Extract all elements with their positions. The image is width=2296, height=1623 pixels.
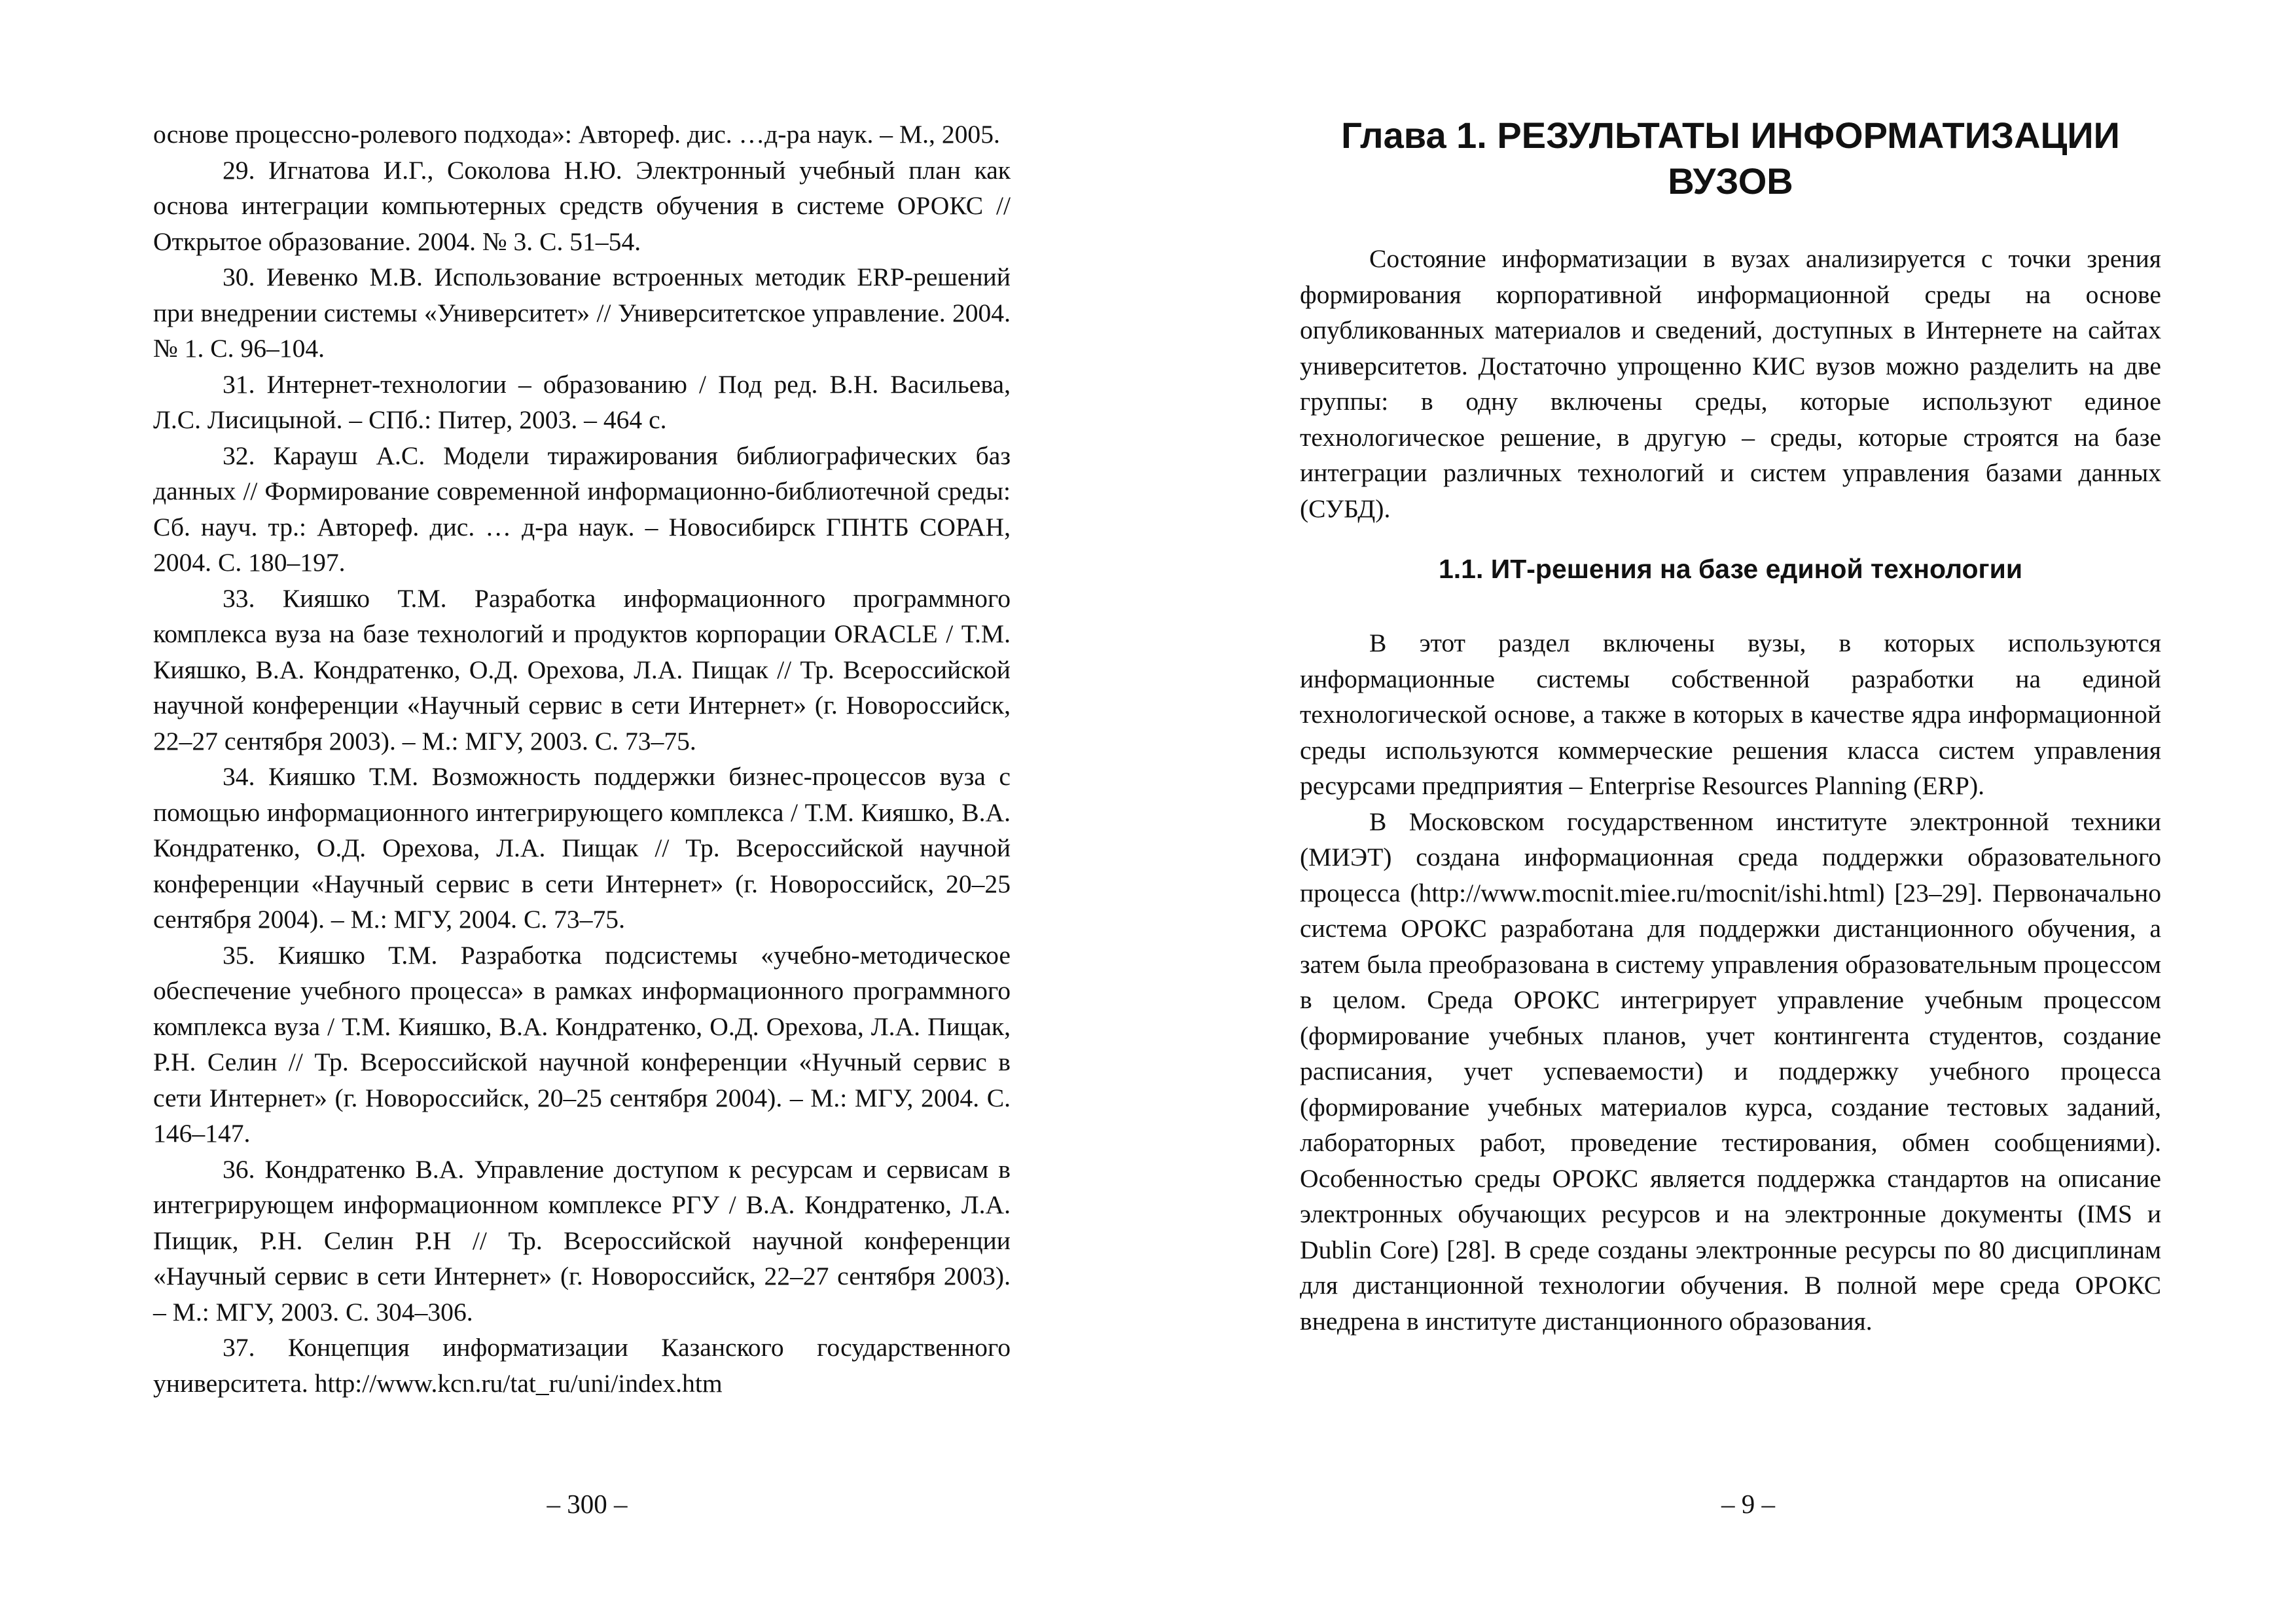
reference-29: 29. Игнатова И.Г., Соколова Н.Ю. Электронный учебный план как основа интеграции компьютерных средств обучения в системе ОРОКС // Открытое образование. 2004. № 3. С. 51–54.	[153, 155, 1011, 256]
section-body	[1300, 625, 2161, 1339]
section-title: 1.1. ИТ-решения на базе единой технологии	[1438, 554, 2023, 584]
chapter-title-line1: Глава 1. РЕЗУЛЬТАТЫ ИНФОРМАТИЗАЦИИ	[1341, 115, 2120, 156]
reference-37: 37. Концепция информатизации Казанского государственного университета. http://www.kcn.ru/tat_ru/uni/index.htm	[153, 1333, 1011, 1398]
reference-33: 33. Кияшко Т.М. Разработка информационного программного комплекса вуза на базе технологий и продуктов корпорации ORACLE / Т.М. Кияшко, В.А. Кондратенко, О.Д. Орехова, Л.А. Пищак // Тр. Всероссийской научной конференции «Научный сервис в сети Интернет» (г. Новороссийск, 22–27 сентября 2003). – М.: МГУ, 2003. С. 73–75.	[153, 583, 1011, 756]
reference-31: 31. Интернет-технологии – образованию / Под ред. В.Н. Васильева, Л.С. Лисицыной. – СПб.: Питер, 2003. – 464 с.	[153, 369, 1011, 434]
reference-35: 35. Кияшко Т.М. Разработка подсистемы «учебно-методическое обеспечение учебного процесса» в рамках информационного программного комплекса вуза / Т.М. Кияшко, В.А. Кондратенко, О.Д. Орехова, Л.А. Пищак, Р.Н. Селин // Тр. Всероссийской научной конференции «Нучный сервис в сети Интернет» (г. Новороссийск, 20–25 сентября 2004). – М.: МГУ, 2004. С. 146–147.	[153, 940, 1011, 1148]
reference-list	[153, 117, 1011, 1401]
reference-32: 32. Карауш А.С. Модели тиражирования библиографических баз данных // Формирование современной информационно-библиотечной среды: Сб. науч. тр.: Автореф. дис. … д-ра наук. – Новосибирск ГПНТБ СОРАН, 2004. С. 180–197.	[153, 441, 1011, 577]
intro-paragraph: Состояние информатизации в вузах анализируется с точки зрения формирования корпоративной информационной среды на основе опубликованных материалов и сведений, доступных в Интернете на сайтах университетов. Достаточно упрощенно КИС вузов можно разделить на две группы: в одну включены среды, которые используют единое технологическое решение, в другую – среды, которые строятся на базе интеграции различных технологий и систем управления базами данных (СУБД).	[1300, 244, 2161, 523]
page-number-right: – 9 –	[1721, 1489, 1775, 1519]
reference-34: 34. Кияшко Т.М. Возможность поддержки бизнес-процессов вуза с помощью информационного интегрирующего комплекса / Т.М. Кияшко, В.А. Кондратенко, О.Д. Орехова, Л.А. Пищак // Тр. Всероссийской научной конференции «Научный сервис в сети Интернет» (г. Новороссийск, 20–25 сентября 2004). – М.: МГУ, 2004. С. 73–75.	[153, 762, 1011, 934]
right-page	[1148, 0, 2296, 1623]
section-paragraph-2: В Московском государственном институте электронной техники (МИЭТ) создана информационная среда поддержки образовательного процесса (http://www.mocnit.miee.ru/mocnit/ishi.html) [23–29]. Первоначально система ОРОКС разработана для поддержки дистанционного обучения, а затем была преобразована в систему управления образовательным процессом в целом. Среда ОРОКС интегрирует управление учебным процессом (формирование учебных планов, учет контингента студентов, создание расписания, учет успеваемости) и поддержку учебного процесса (формирование учебных материалов курса, создание тестовых заданий, лабораторных работ, проведение тестирования, обмен сообщениями). Особенностью среды ОРОКС является поддержка стандартов на описание электронных обучающих ресурсов и на электронные документы (IMS и Dublin Core) [28]. В среде созданы электронные ресурсы по 80 дисциплинам для дистанционной технологии обучения. В полной мере среда ОРОКС внедрена в институте дистанционного образования.	[1300, 807, 2161, 1336]
page-number-left: – 300 –	[547, 1489, 628, 1519]
reference-30: 30. Иевенко М.В. Использование встроенных методик ERP-решений при внедрении системы «Университет» // Университетское управление. 2004. № 1. С. 96–104.	[153, 263, 1011, 363]
chapter-title-line2: ВУЗОВ	[1668, 160, 1793, 202]
reference-36: 36. Кондратенко В.А. Управление доступом к ресурсам и сервисам в интегрирующем информационном комплексе РГУ / В.А. Кондратенко, Л.А. Пищик, Р.Н. Селин Р.Н // Тр. Всероссийской научной конференции «Научный сервис в сети Интернет» (г. Новороссийск, 22–27 сентября 2003). – М.: МГУ, 2003. С. 304–306.	[153, 1154, 1011, 1326]
reference-continuation: основе процессно-ролевого подхода»: Автореф. дис. …д-ра наук. – М., 2005.	[153, 120, 1000, 149]
chapter-title	[1300, 113, 2161, 204]
section-paragraph-1: В этот раздел включены вузы, в которых используются информационные системы собственной разработки на единой технологической основе, а также в которых в качестве ядра информационной среды используются коммерческие решения класса систем управления ресурсами предприятия – Enterprise Resources Planning (ERP).	[1300, 629, 2161, 800]
intro-block	[1300, 241, 2161, 526]
